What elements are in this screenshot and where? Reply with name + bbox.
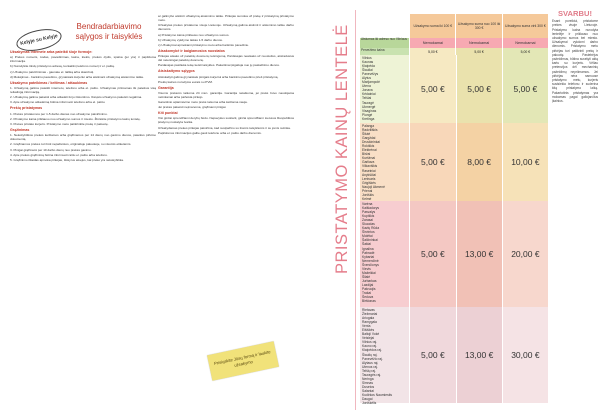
city-name: Tauragės raj. [362, 372, 382, 377]
city-list [360, 123, 409, 201]
city-name: Klaipėda [362, 64, 375, 69]
city-name: Anykščiai [362, 172, 376, 177]
note-title: SVARBU! [557, 9, 593, 18]
city-name: Garliava [362, 160, 375, 165]
paragraph: 3. Prekes pristato kurjeris. Pristatymo metu patikrinkite prekę ir pakuotę. [10, 121, 109, 126]
paragraph: c) Užsakymo patvirtinimas - gaunate el. laišką arba skambutį. [10, 69, 95, 74]
city-name: Kretinga [362, 116, 375, 121]
price-cell: 5,00 € [409, 307, 455, 403]
city-name: Joniškėlis [362, 401, 377, 406]
section-heading: Grąžinimas [10, 128, 30, 133]
logo-text: Kelyje su Kelyje [19, 33, 59, 47]
city-name: Kelmė [362, 196, 372, 201]
city-name: Plungė [362, 112, 373, 117]
price-cell: 5,00 € [502, 55, 548, 123]
city-name: Zarasai [362, 218, 373, 223]
paragraph: Užsakytas prekes pristatome visoje Lietuvoje. Užsakymą galima atsiimti ir atsiėmimo taške darbo dienomis. [158, 23, 294, 32]
city-name: Kauno raj. [362, 344, 378, 349]
city-list [360, 307, 409, 406]
paragraph: 2. Pristatymo kaina priklauso nuo užsakymo sumos ir miesto. Žiūrėkite pristatymo kainų lentelę. [10, 116, 141, 121]
city-name: Šeduva [362, 295, 374, 300]
city-name: Telšiai [362, 96, 372, 101]
paragraph: Visoms prekėms taikoma 24 mėn. garantija. Garantija netaikoma, jei prekė buvo naudojama netinkamai arba pažeista pirkėjo. [158, 90, 294, 99]
city-name: Visaginas [362, 108, 377, 113]
city-name: Veisiejai [362, 336, 375, 341]
city-name: Trakai [362, 291, 372, 296]
paragraph: a) Pristatymo kaina priklauso nuo užsakymo sumos. [158, 32, 230, 37]
section-heading: Užsakymas internete arba pateikti šioje formoje: [10, 50, 93, 54]
city-name: Palanga [362, 124, 375, 128]
city-name: Varėna [362, 202, 373, 206]
paragraph: Atsiskaityti galima grynaisiais pinigais kurjeriui arba bankiniu pavedimu prieš pristatymą. [158, 74, 279, 79]
city-name: Ukmergė [362, 104, 376, 109]
price-cell: 5,00 € [409, 123, 455, 201]
paragraph: Prekių kainos nurodytos eurais su PVM. [158, 79, 213, 84]
price-cell: 5,00 € [409, 201, 455, 307]
city-name: Šilutė [362, 132, 371, 137]
price-cell: 20,00 € [502, 201, 548, 307]
city-name: Alytus [362, 76, 371, 81]
city-name: Rokiškis [362, 144, 375, 149]
paragraph: Pardavėjas pasilieka teisę keisti taisykles. Pakeitimai įsigalioja nuo jų paskelbimo dienos. [158, 63, 280, 68]
subheader-cell: Nemokamai [502, 38, 548, 48]
city-name: Kaunas [362, 60, 374, 65]
city-name: Lentvaris [362, 176, 376, 181]
section-heading: Kiti punktai [158, 111, 178, 116]
city-name: Kėdainiai [362, 92, 376, 97]
city-name: Grigiškės [362, 180, 376, 185]
city-name: Raseiniai [362, 168, 376, 173]
city-name: Vilnius raj. [362, 340, 378, 345]
city-name: Tauragė [362, 100, 374, 105]
city-name: Šilalė [362, 274, 371, 279]
city-name: Kuršėnai [362, 156, 376, 161]
section-heading: Užsakymo pateikimas / keitimas / atšaukimas [10, 80, 88, 85]
city-name: Klaipėdos raj. [362, 348, 382, 353]
paragraph: b) Nurodykite tikslų pristatymo adresą, kontaktinį telefono numerį ir el. paštą. [10, 64, 115, 69]
city-name: Ignalina [362, 246, 374, 251]
city-name: Utenos raj. [362, 364, 378, 369]
city-name: Pakruojis [362, 286, 376, 291]
city-name: Pasvalys [362, 210, 376, 215]
important-note [552, 9, 598, 104]
city-name: Jurbarkas [362, 278, 377, 283]
paragraph: Visi ginčai sprendžiami derybų būdu. Nepavykus susitarti, ginčai sprendžiami Lietuvos Respublikos įstatymų nustatyta tvarka. [158, 116, 294, 125]
table-period-row [360, 48, 548, 55]
note-text: Esant poreikiui, pristatome prekes visoje Lietuvoje. Pristatymo kaina nurodyta lentelėje ir priklauso nuo užsakymo sumos bei miesto. Užsakymai vykdomi darbo dienomis. Pristatymo metu pirkėjas turi patikrinti prekę ir pakuotę. Pastebėjus pažeidimus, būtina surašyti aktą kartu su kurjeriu. Vėliau pretenzijos dėl mechaninių pažeidimų nepriimamos. Jei pirkėjas nėra namuose pristatymo metu, kurjeris susisiekia telefonu ir suderina kitą pristatymo laiką. Pakartotinis pristatymas yra mokamas pagal galiojančius įkainius. [552, 19, 598, 104]
paragraph: 3. Apie užsakymo atšaukimą būtina informuoti telefonu arba el. paštu. [10, 100, 106, 105]
table-row [360, 307, 548, 406]
subheader-cell: Nemokamai [409, 38, 455, 48]
paragraph: Garantinio aptarnavimo metu prekė taisoma arba keičiama nauja. [158, 100, 248, 105]
paragraph: Pirkėjas atsako už pateiktų duomenų teisingumą. Pardavėjas neatsako už nuostolius, atsiradusius dėl neteisingai pateiktų duomenų. [158, 54, 294, 63]
city-name: Baltoji Vokė [362, 332, 380, 337]
section-heading: Prekių pristatymas [10, 106, 43, 111]
city-name: Druskininkai [362, 140, 380, 145]
city-name: Prienai [362, 188, 373, 193]
table-header-row [360, 14, 548, 38]
paragraph: d) Mokėjimas - bankiniu pavedimu, grynaisiais kurjeriui arba atsiimant užsakymą atsiėmimo taške. [10, 74, 145, 79]
city-name: Radviliškis [362, 128, 378, 133]
city-name: Šalčininkai [362, 238, 378, 243]
city-name: Ramygala [362, 320, 377, 325]
paragraph: ar galimybė atsiimti užsakymą atsiėmimo taške. Pirkėjas sumoka už prekę ir pristatymą pristatymo metu. [158, 14, 294, 23]
price-cell: 10,00 € [502, 123, 548, 201]
terms-column-1 [10, 48, 156, 163]
city-name: Telšių raj. [362, 368, 376, 373]
section-heading: Garantija [158, 85, 174, 90]
paragraph: 1. Užsakymą galima pateikti internetu, telefonu arba el. paštu. Užsakymas priimamas tik pateikus visą reikalingą informaciją. [10, 85, 156, 94]
city-name: Jonava [362, 88, 373, 93]
period-cell: 5,00 € [502, 48, 548, 55]
city-list [360, 55, 409, 123]
section-heading: Atsiskaitymo sąlygos [158, 69, 195, 74]
city-name: Vilkaviškis [362, 164, 378, 169]
price-cell: 13,00 € [456, 201, 502, 307]
table-row [360, 55, 548, 123]
city-name: Utena [362, 84, 371, 89]
city-name: Kybartai [362, 254, 375, 259]
city-name: Panevėžys [362, 72, 379, 77]
price-cell: 30,00 € [502, 307, 548, 403]
city-name: Ariogala [362, 316, 375, 321]
table-row [360, 201, 548, 307]
city-name: Simnas [362, 380, 373, 385]
city-name: Nemenčinė [362, 258, 379, 263]
paragraph: Papildomos informacijos galite gauti telefonu arba el. paštu darbo dienomis. [158, 130, 262, 135]
city-name: Biržai [362, 152, 371, 157]
price-cell: 5,00 € [409, 55, 455, 123]
city-name: Šiauliai [362, 68, 373, 73]
city-name: Panevėžio raj. [362, 356, 383, 361]
city-name: Širvintos [362, 230, 375, 235]
paragraph: 1. Prekės pristatomos per 1-5 darbo dienas nuo užsakymo patvirtinimo. [10, 111, 108, 116]
city-name: Neringa [362, 376, 374, 381]
vertical-title: PRISTATYMO KAINŲ LENTELĖ [333, 24, 351, 274]
city-name: Gargždai [362, 136, 376, 141]
column-header: Užsakymo suma virš 300 € [502, 14, 548, 38]
table-body [360, 55, 548, 406]
paragraph: 4. Apie prekės grąžinimą būtina informuoti raštu el. paštu arba telefonu. [10, 152, 108, 157]
city-name: Lazdijai [362, 282, 374, 287]
city-name: Pabradė [362, 250, 375, 255]
period-cell: 5,00 € [409, 48, 455, 55]
divider-line [355, 10, 356, 410]
city-name: Eišiškės [362, 328, 375, 333]
city-name: Kazlų Rūda [362, 226, 380, 231]
delivery-price-table [360, 14, 548, 406]
city-name: Šakiai [362, 242, 371, 247]
paragraph: 2. Užsakymą galima pakeisti arba atšaukti iki jo išsiuntimo. Išsiųsto užsakymo pakeisti negalima. [10, 95, 143, 100]
city-name: Molėtai [362, 234, 373, 239]
city-name: Daugai [362, 397, 373, 402]
price-cell: 8,00 € [456, 123, 502, 201]
period-cell: 5,00 € [455, 48, 501, 55]
city-name: Salantai [362, 388, 374, 393]
city-name: Kudirkos Naumiestis [362, 392, 393, 397]
paragraph: 3. Pinigai grąžinami per 10 darbo dienų nuo prekės gavimo. [10, 147, 92, 152]
paragraph: c) Užsakymai apmokami pristatymo metu arba bankiniu pavedimu. [158, 43, 250, 48]
city-name: Elektrėnai [362, 148, 377, 153]
right-page [300, 0, 600, 418]
table-row [360, 123, 548, 201]
subheader-label: Atstumas iki adreso nuo Vilniaus [360, 38, 409, 48]
paragraph: Užsakydamas prekes pirkėjas patvirtina, kad susipažino su šiomis taisyklėmis ir su jomis sutinka. [158, 125, 291, 130]
city-name: Kaišiadorys [362, 206, 380, 211]
price-cell: 13,00 € [456, 307, 502, 403]
city-name: Alytaus raj. [362, 360, 379, 365]
sticky-note: Prisiųskite Jūsų formą ir laukite užsakymo [207, 341, 279, 381]
city-name: Venta [362, 324, 371, 329]
city-name: Šiaulių raj. [362, 352, 378, 357]
column-header: Užsakymo suma nuo 100 iki 300 € [455, 14, 501, 38]
city-list [360, 201, 409, 307]
city-name: Birštonas [362, 299, 376, 304]
city-name: Rietavas [362, 308, 375, 312]
terms-column-2 [158, 14, 294, 136]
city-name: Žiežmariai [362, 312, 378, 317]
city-name: Skuodas [362, 222, 375, 227]
city-name: Mažeikiai [362, 270, 376, 275]
section-heading: Atsakomybė ir baigiamosios nuostatos [158, 49, 225, 54]
paragraph: a) Prekės numeris, kodas, pavadinimas, kaina, kiekis, prekės dydis, spalva (jei yra) ir papildoma informacija. [10, 55, 156, 64]
paragraph: 2. Grąžinamos prekės turi būti nepažeistos, originalioje pakuotėje, su visomis etiketėmis. [10, 142, 132, 147]
city-name: Švenčionys [362, 262, 379, 267]
city-name: Joniškis [362, 192, 374, 197]
table-subheader-row [360, 38, 548, 48]
paragraph: 1. Nekokybiškos prekės keičiamos arba grąžinamos per 14 dienų nuo gavimo dienos, pateikus pirkimo dokumentą. [10, 133, 156, 142]
paragraph: b) Užsakymų vykdymo laikas 1-5 darbo dienos. [158, 37, 223, 42]
city-name: Kupiškis [362, 214, 375, 219]
price-cell: 5,00 € [456, 55, 502, 123]
city-name: Vievis [362, 266, 371, 271]
city-name: Marijampolė [362, 80, 380, 85]
city-name: Vilnius [362, 56, 372, 60]
period-label: Pervežimo kaina [360, 48, 409, 55]
page-title: Bendradarbiavimo sąlygos ir taisyklės [75, 22, 143, 41]
city-name: Naujoji Akmenė [362, 184, 385, 189]
column-header: Užsakymo suma iki 100 € [409, 14, 455, 38]
paragraph: 5. Grąžinimo išlaidas apmoka pirkėjas, išskyrus atvejus, kai prekė yra nekokybiška. [10, 158, 124, 163]
subheader-cell: Nemokamai [455, 38, 501, 48]
table-corner [360, 14, 409, 38]
city-name: Dusetos [362, 384, 375, 389]
paragraph: Jei prekės pakeisti neįmanoma, grąžinami pinigai. [158, 105, 227, 110]
